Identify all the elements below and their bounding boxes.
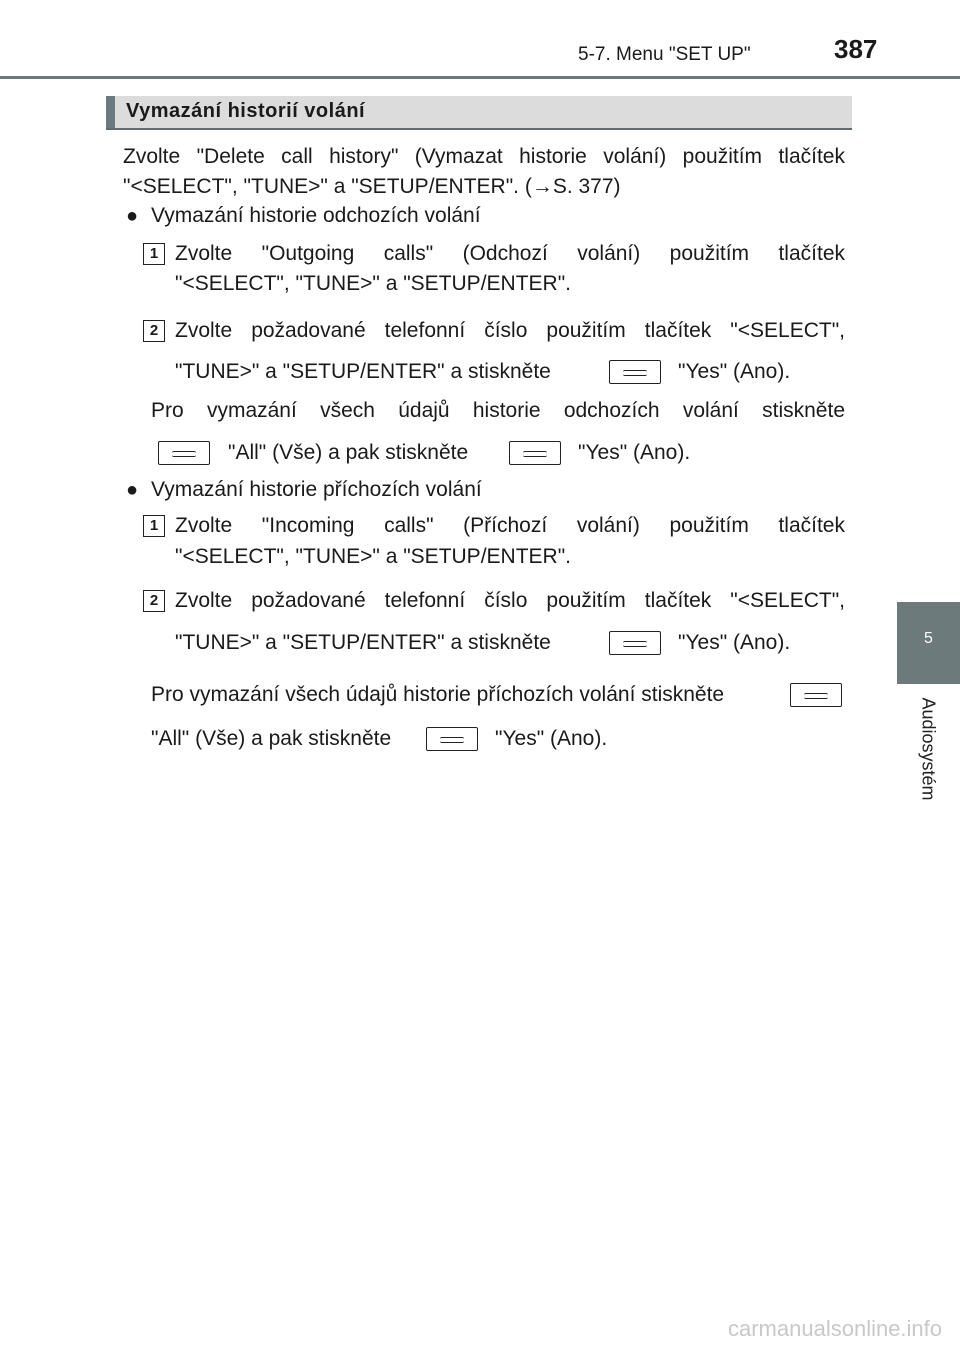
menu-button-icon bbox=[609, 360, 661, 384]
incoming-step1-line-2: "<SELECT", "TUNE>" a "SETUP/ENTER". bbox=[175, 545, 571, 568]
outgoing-step2-line-1: Zvolte požadované telefonní číslo použitím tlačítek "<SELECT", bbox=[175, 319, 845, 342]
incoming-heading: Vymazání historie příchozích volání bbox=[151, 478, 482, 501]
section-heading-accent bbox=[106, 96, 115, 128]
site-watermark: carmanualsonline.info bbox=[728, 1316, 943, 1341]
chapter-tab-label: Audiosystém bbox=[918, 697, 939, 801]
incoming-step2-line-1: Zvolte požadované telefonní číslo použitím tlačítek "<SELECT", bbox=[175, 589, 845, 612]
step-number-badge: 2 bbox=[143, 590, 165, 612]
incoming-note-yes: "Yes" (Ano). bbox=[495, 727, 608, 750]
outgoing-note-all: "All" (Vše) a pak stiskněte bbox=[228, 441, 469, 464]
step-number-badge: 1 bbox=[143, 243, 165, 265]
menu-button-icon bbox=[790, 683, 842, 707]
outgoing-note-line-1: Pro vymazání všech údajů historie odchozích volání stiskněte bbox=[151, 399, 845, 422]
outgoing-note-yes: "Yes" (Ano). bbox=[578, 441, 691, 464]
menu-button-icon bbox=[426, 727, 478, 751]
section-heading-bar bbox=[106, 96, 852, 130]
incoming-step2-yes: "Yes" (Ano). bbox=[678, 631, 791, 654]
intro-line-1: Zvolte "Delete call history" (Vymazat historie volání) použitím tlačítek bbox=[123, 145, 845, 168]
menu-button-icon bbox=[158, 441, 210, 465]
outgoing-step2-yes: "Yes" (Ano). bbox=[678, 360, 791, 383]
step-number-badge: 2 bbox=[143, 320, 165, 342]
incoming-note-all: "All" (Vše) a pak stiskněte bbox=[151, 727, 392, 750]
outgoing-step1-line-1: Zvolte "Outgoing calls" (Odchozí volání) použitím tlačítek bbox=[175, 242, 845, 265]
menu-button-icon bbox=[609, 631, 661, 655]
menu-button-icon bbox=[509, 441, 561, 465]
step-number-badge: 1 bbox=[143, 515, 165, 537]
chapter-title: 5-7. Menu "SET UP" bbox=[578, 44, 751, 65]
chapter-tab[interactable] bbox=[897, 602, 960, 684]
header-divider bbox=[0, 76, 960, 79]
page-number: 387 bbox=[834, 34, 878, 64]
outgoing-step2-line-2: "TUNE>" a "SETUP/ENTER" a stiskněte bbox=[175, 360, 551, 383]
incoming-note-line-1: Pro vymazání všech údajů historie příchozích volání stiskněte bbox=[151, 683, 725, 706]
bullet-icon: ● bbox=[126, 205, 139, 227]
bullet-icon: ● bbox=[126, 479, 139, 501]
chapter-tab-number: 5 bbox=[924, 630, 933, 647]
section-title: Vymazání historií volání bbox=[126, 100, 366, 122]
outgoing-step1-line-2: "<SELECT", "TUNE>" a "SETUP/ENTER". bbox=[175, 272, 571, 295]
incoming-step1-line-1: Zvolte "Incoming calls" (Příchozí volání) použitím tlačítek bbox=[175, 514, 845, 537]
intro-line-2: "<SELECT", "TUNE>" a "SETUP/ENTER". (→S. 377) bbox=[123, 175, 621, 198]
incoming-step2-line-2: "TUNE>" a "SETUP/ENTER" a stiskněte bbox=[175, 631, 551, 654]
outgoing-heading: Vymazání historie odchozích volání bbox=[151, 204, 481, 227]
